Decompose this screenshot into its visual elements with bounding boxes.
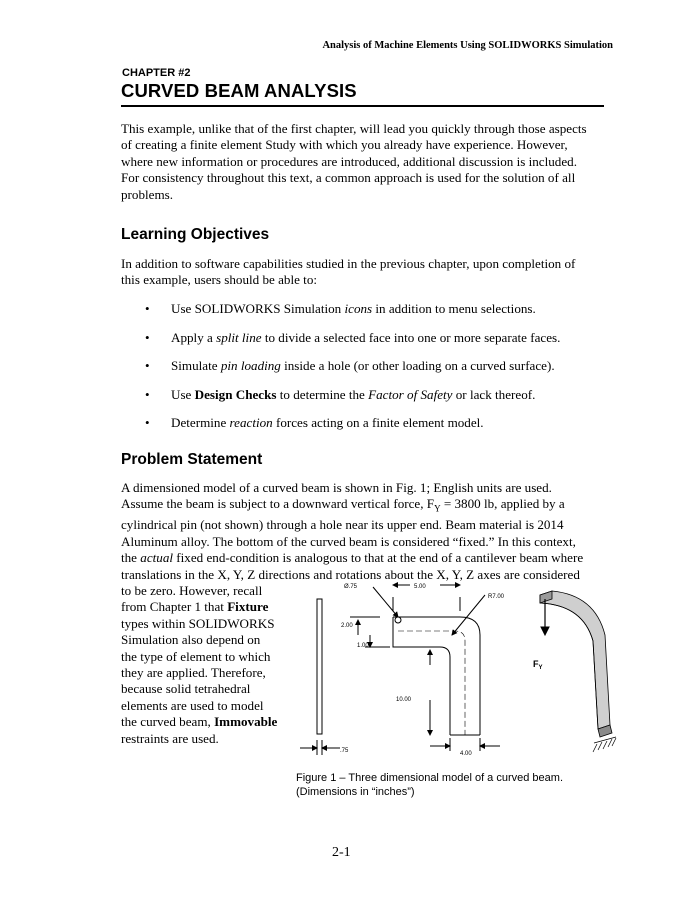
intro-paragraph (121, 121, 611, 203)
bullet-icon: • (145, 358, 150, 374)
bullet-text-mid: to determine the (276, 386, 369, 402)
dim-radius: R7.00 (488, 594, 505, 600)
problem-line: they are applied. Therefore, (121, 665, 266, 681)
problem-text: the curved beam, (121, 714, 215, 730)
bullet-text-em: split line (216, 329, 262, 345)
problem-line (121, 496, 611, 517)
problem-line: because solid tetrahedral (121, 681, 251, 697)
intro-line: This example, unlike that of the first chapter, will lead you quickly through those aspects (121, 121, 587, 136)
problem-text: Assume the beam is subject to a downward vertical force, F (121, 496, 435, 512)
bullet-text-em: icons (344, 301, 373, 316)
caption-line: Figure 1 – Three dimensional model of a curved beam. (296, 772, 563, 784)
bullet-text-em: reaction (229, 415, 273, 431)
front-view (350, 585, 500, 751)
bullet-icon: • (145, 415, 150, 431)
list-item (146, 330, 560, 346)
bullet-text-em: Factor of Safety (368, 386, 453, 402)
problem-line: Simulation also depend on (121, 632, 261, 648)
fixed-support-icon (593, 737, 616, 752)
bullet-icon: • (145, 301, 150, 316)
isometric-beam (540, 591, 612, 737)
objectives-line: this example, users should be able to: (121, 272, 318, 288)
learning-objectives-heading: Learning Objectives (121, 226, 270, 243)
caption-line: (Dimensions in “inches”) (296, 786, 415, 798)
problem-text-em: actual (140, 550, 174, 566)
bullet-text-strong: Design Checks (194, 386, 277, 402)
page-number: 2-1 (332, 845, 351, 860)
problem-line: Aluminum alloy. The bottom of the curved beam is considered “fixed.” In this context, (121, 533, 576, 549)
intro-line: problems. (121, 186, 174, 202)
dim-inner-offset: 1.00 (357, 643, 369, 649)
force-arrow-icon (541, 599, 549, 635)
list-item (146, 358, 560, 374)
dim-hole-diameter: Ø.75 (344, 584, 358, 590)
dim-hole-offset: 2.00 (341, 623, 353, 629)
force-label-subscript: Y (538, 665, 543, 671)
force-subscript: Y (434, 504, 441, 515)
figure-caption (296, 771, 563, 799)
curved-beam-figure (290, 575, 630, 770)
problem-text-strong: Fixture (227, 599, 269, 615)
problem-line (121, 550, 611, 566)
dim-height: 10.00 (396, 697, 412, 703)
bullet-text-em: pin loading (220, 358, 281, 374)
problem-text-strong: Immovable (214, 714, 278, 730)
bullet-text-pre: Determine (171, 415, 230, 431)
bullet-text-post: forces acting on a finite element model. (272, 415, 484, 431)
problem-line: A dimensioned model of a curved beam is shown in Fig. 1; English units are used. (121, 480, 552, 495)
bullet-text-pre: Use (171, 386, 195, 402)
problem-line: elements are used to model (121, 697, 264, 713)
problem-line: the type of element to which (121, 648, 271, 664)
bullet-text-post: or lack thereof. (452, 386, 536, 402)
title-rule (121, 105, 604, 107)
intro-line: of creating a finite element Study with which you already have experience. However, (121, 137, 568, 153)
force-label-letter: F (533, 659, 539, 669)
problem-text: fixed end-condition is analogous to that at the end of a cantilever beam where (173, 550, 584, 566)
bullet-text-post: in addition to menu selections. (372, 301, 536, 316)
list-item (146, 387, 560, 403)
problem-line: types within SOLIDWORKS (121, 615, 275, 631)
problem-line: restraints are used. (121, 730, 219, 746)
bullet-text-post: inside a hole (or other loading on a curved surface). (280, 358, 555, 374)
side-view (300, 599, 340, 755)
chapter-label: CHAPTER #2 (122, 67, 191, 79)
bullet-text-pre: Apply a (171, 329, 217, 345)
objectives-list (146, 301, 560, 444)
problem-line: translations in the X, Y, Z directions and rotations about the X, Y, Z axes are considered (121, 566, 580, 582)
bullet-text-pre: Simulate (171, 358, 221, 374)
learning-objectives-intro (121, 256, 611, 289)
problem-text: the (121, 550, 141, 566)
force-label (533, 659, 543, 671)
problem-statement-heading: Problem Statement (121, 451, 263, 468)
list-item (146, 301, 560, 317)
objectives-line: In addition to software capabilities studied in the previous chapter, upon completion of (121, 256, 576, 271)
intro-line: where new information or procedures are introduced, additional discussion is included. (121, 153, 577, 169)
running-header: Analysis of Machine Elements Using SOLIDWORKS Simulation (322, 40, 613, 51)
problem-line: to be zero. However, recall (121, 583, 263, 599)
bullet-text-pre: Use SOLIDWORKS Simulation (171, 301, 345, 316)
chapter-title: CURVED BEAM ANALYSIS (121, 80, 357, 101)
problem-line: cylindrical pin (not shown) through a hole near its upper end. Beam material is 2014 (121, 517, 564, 533)
problem-text: = 3800 lb, applied by a (440, 496, 565, 512)
intro-line: For consistency throughout this text, a common approach is used for the solution of all (121, 170, 576, 186)
bullet-icon: • (145, 386, 150, 402)
problem-text: from Chapter 1 that (121, 599, 228, 615)
dim-bottom-width: 4.00 (460, 751, 472, 757)
bullet-text-post: to divide a selected face into one or more separate faces. (261, 329, 561, 345)
dim-thickness: .75 (340, 748, 349, 754)
list-item (146, 415, 560, 431)
bullet-icon: • (145, 329, 150, 345)
dim-top-width: 5.00 (414, 584, 426, 590)
